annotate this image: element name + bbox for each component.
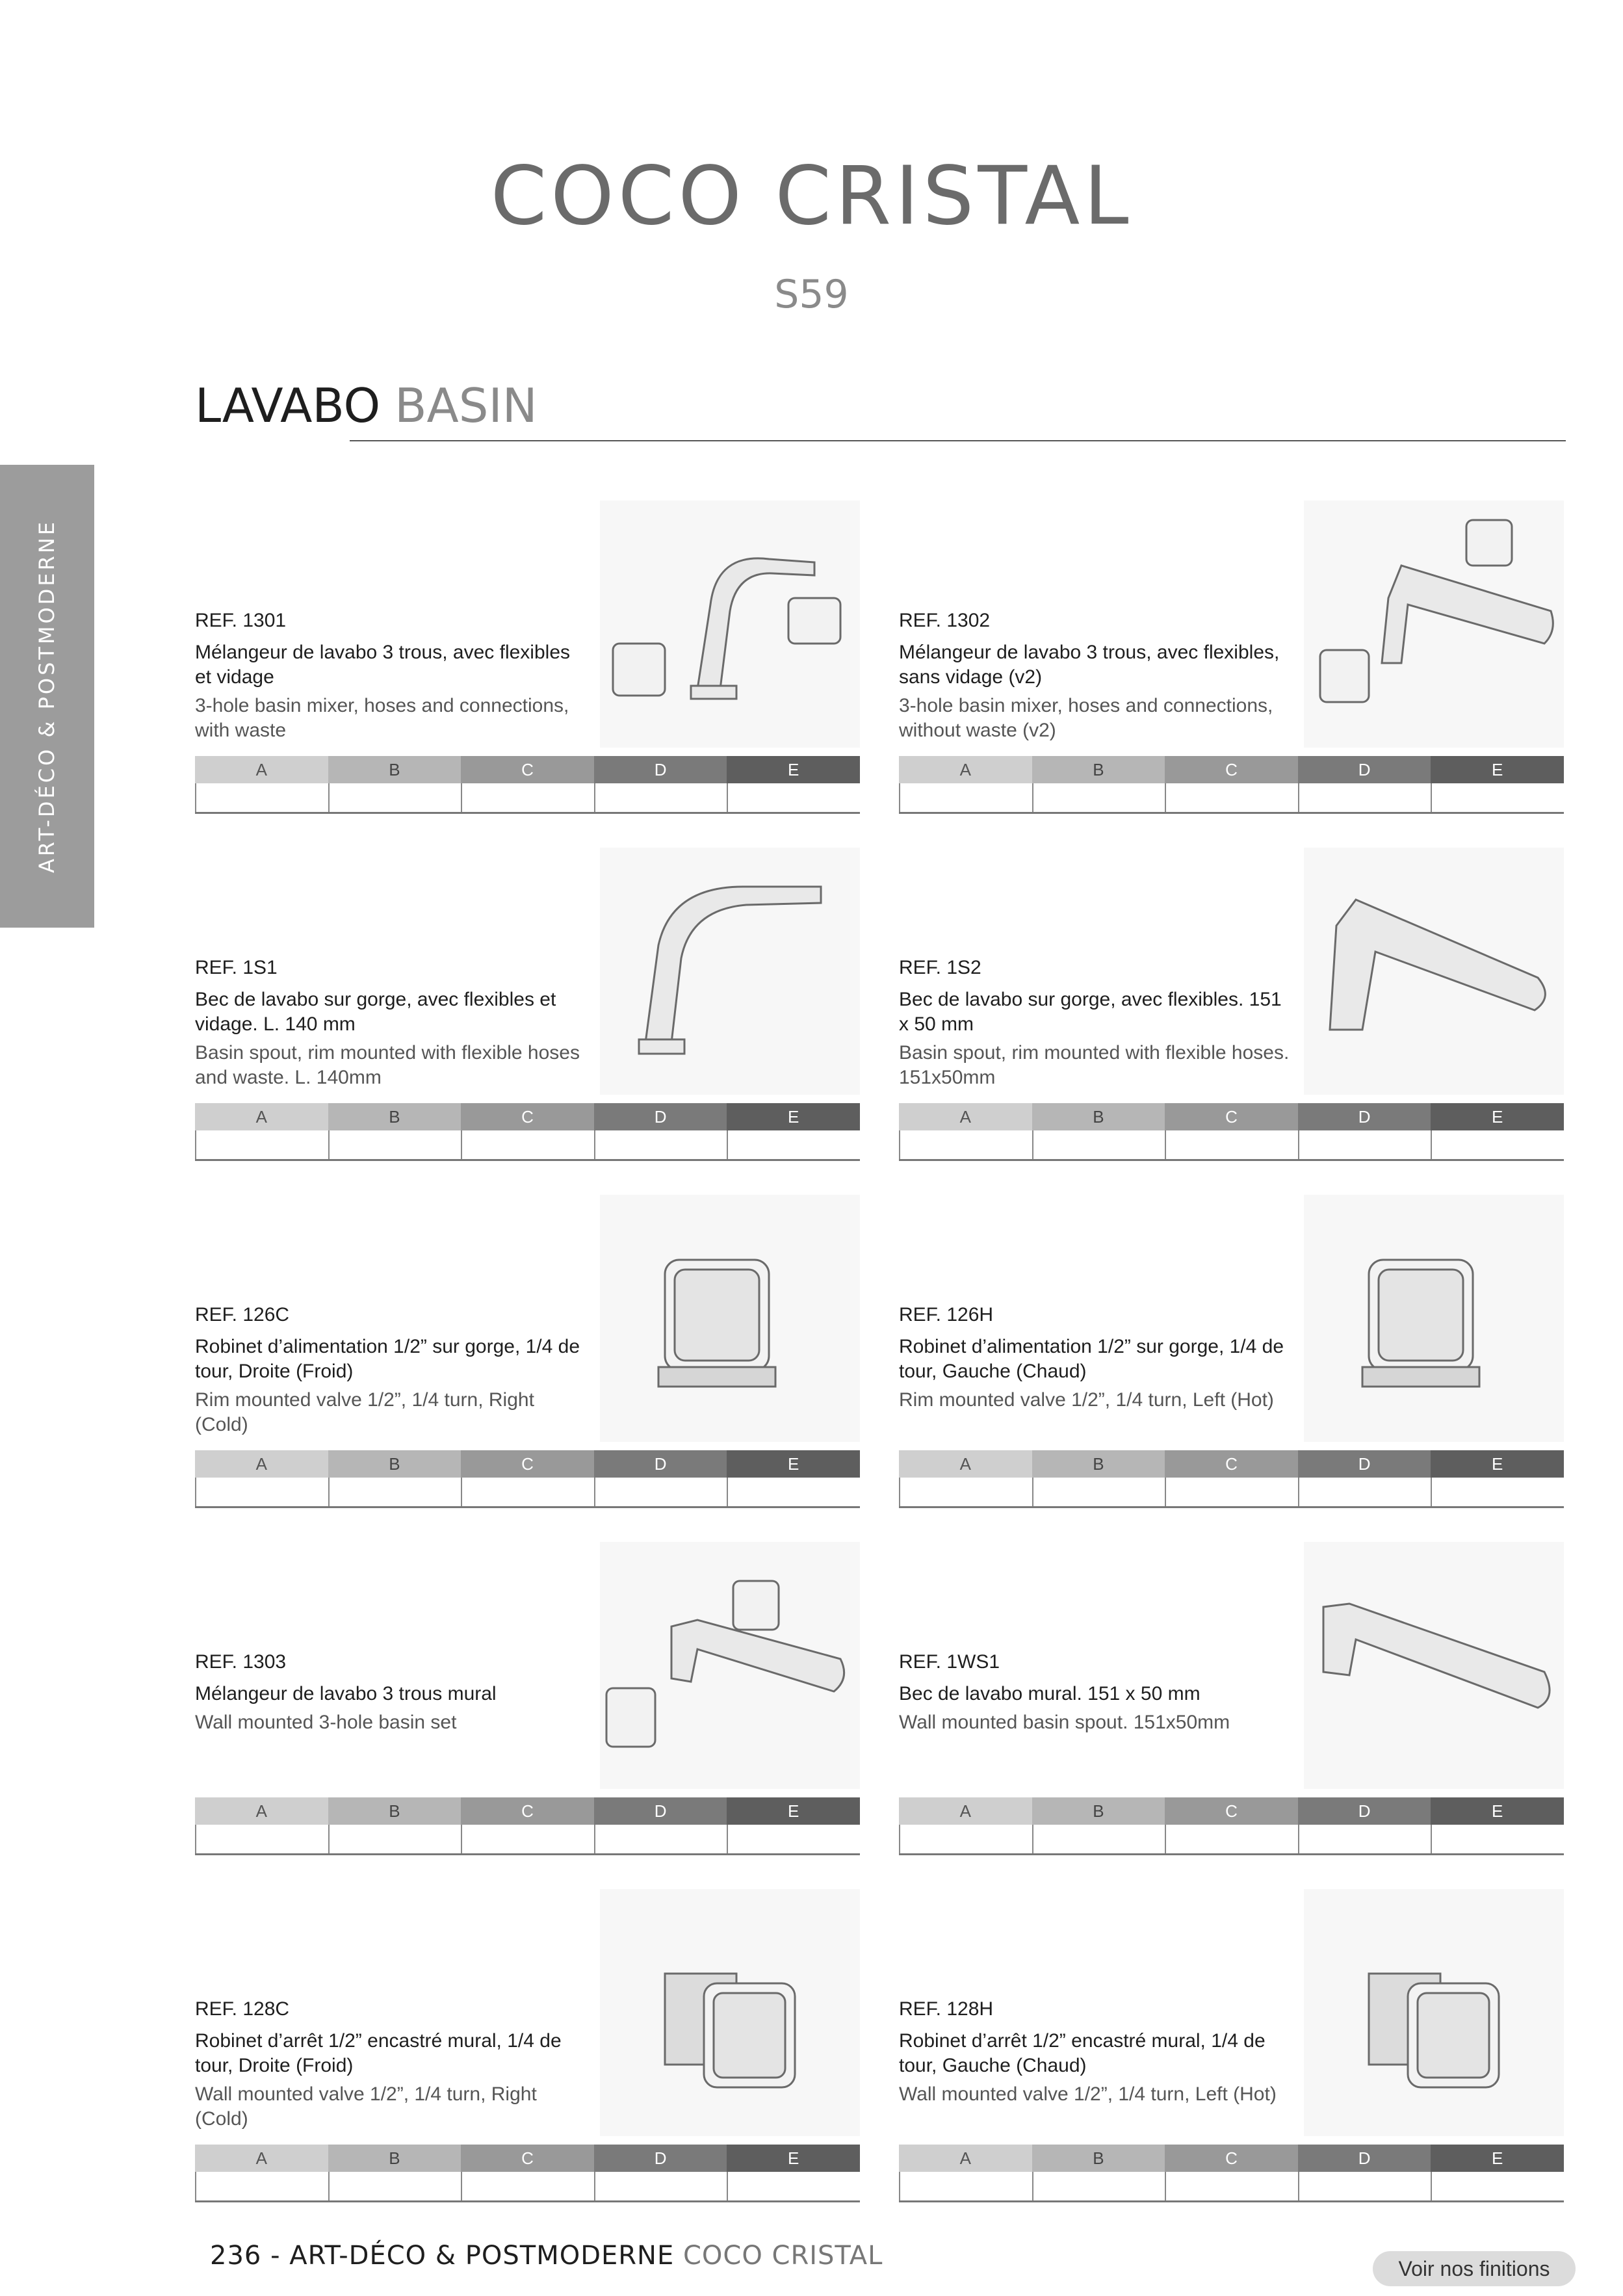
product-desc-fr: Robinet d’arrêt 1/2” encastré mural, 1/4 de tour, Droite (Froid) bbox=[195, 2030, 562, 2076]
finish-cell[interactable] bbox=[1032, 2172, 1165, 2200]
product-ref: REF. 1301 bbox=[195, 610, 287, 631]
finish-cell[interactable] bbox=[328, 1478, 461, 1506]
finish-col-c: C bbox=[1165, 1797, 1298, 1825]
finish-cell[interactable] bbox=[1165, 1825, 1298, 1853]
finish-col-c: C bbox=[1165, 2145, 1298, 2172]
finish-col-a: A bbox=[899, 2145, 1032, 2172]
finish-col-c: C bbox=[461, 1103, 594, 1130]
finish-cell[interactable] bbox=[1032, 783, 1165, 812]
finish-cell[interactable] bbox=[195, 1478, 328, 1506]
footer-page-label: 236 - ART-DÉCO & POSTMODERNE bbox=[210, 2241, 675, 2271]
finish-col-a: A bbox=[195, 1797, 328, 1825]
product-desc-en: 3-hole basin mixer, hoses and connections, without waste (v2) bbox=[899, 695, 1273, 741]
finish-cell[interactable] bbox=[1298, 2172, 1431, 2200]
footer-collection: COCO CRISTAL bbox=[682, 2241, 883, 2271]
finish-cell[interactable] bbox=[328, 2172, 461, 2200]
finish-col-d: D bbox=[594, 756, 727, 783]
finish-cell[interactable] bbox=[461, 2172, 594, 2200]
wall-crystal-valve-icon bbox=[600, 1889, 860, 2136]
product-ref: REF. 1303 bbox=[195, 1651, 287, 1673]
finish-col-e: E bbox=[1431, 1450, 1564, 1478]
finish-cell[interactable] bbox=[594, 783, 727, 812]
finish-table bbox=[899, 756, 1564, 814]
finish-cell[interactable] bbox=[1298, 783, 1431, 812]
product-desc-fr: Bec de lavabo sur gorge, avec flexibles et vidage. L. 140 mm bbox=[195, 989, 556, 1035]
finish-cell[interactable] bbox=[727, 1130, 860, 1159]
finish-col-e: E bbox=[727, 756, 860, 783]
product-ref: REF. 126H bbox=[899, 1304, 994, 1325]
finish-col-d: D bbox=[1298, 2145, 1431, 2172]
finish-table bbox=[899, 1450, 1564, 1508]
finish-col-e: E bbox=[1431, 1103, 1564, 1130]
finish-cell[interactable] bbox=[727, 2172, 860, 2200]
finish-col-d: D bbox=[1298, 1103, 1431, 1130]
finish-col-b: B bbox=[328, 1797, 461, 1825]
finish-col-e: E bbox=[727, 1797, 860, 1825]
side-tab bbox=[0, 465, 94, 928]
finish-cell[interactable] bbox=[328, 1825, 461, 1853]
product-card bbox=[195, 1542, 860, 1854]
finish-col-c: C bbox=[461, 1797, 594, 1825]
finish-cell[interactable] bbox=[594, 1825, 727, 1853]
product-desc-fr: Mélangeur de lavabo 3 trous mural bbox=[195, 1683, 497, 1704]
product-card bbox=[899, 1542, 1564, 1854]
product-card bbox=[899, 1889, 1564, 2201]
product-ref: REF. 1S1 bbox=[195, 957, 278, 978]
finish-col-c: C bbox=[461, 1450, 594, 1478]
product-card bbox=[899, 501, 1564, 813]
product-desc-fr: Robinet d’arrêt 1/2” encastré mural, 1/4 de tour, Gauche (Chaud) bbox=[899, 2030, 1266, 2076]
finish-cell[interactable] bbox=[195, 1130, 328, 1159]
finish-cell[interactable] bbox=[461, 783, 594, 812]
page-title: COCO CRISTAL bbox=[490, 150, 1133, 243]
finish-col-b: B bbox=[1032, 2145, 1165, 2172]
product-card bbox=[195, 1195, 860, 1507]
finish-cell[interactable] bbox=[1431, 783, 1564, 812]
wall-spout-icon bbox=[1304, 1542, 1564, 1789]
crystal-valve-icon bbox=[1304, 1195, 1564, 1442]
finish-col-d: D bbox=[594, 1797, 727, 1825]
side-tab-label: ART-DÉCO & POSTMODERNE bbox=[34, 519, 59, 874]
finish-col-d: D bbox=[594, 1450, 727, 1478]
flat-spout-icon bbox=[1304, 848, 1564, 1095]
product-desc-en: Basin spout, rim mounted with flexible hoses. 151x50mm bbox=[899, 1042, 1290, 1088]
finish-cell[interactable] bbox=[461, 1825, 594, 1853]
finish-col-d: D bbox=[594, 2145, 727, 2172]
finish-cell[interactable] bbox=[899, 1825, 1032, 1853]
finish-col-b: B bbox=[328, 1103, 461, 1130]
product-ref: REF. 1302 bbox=[899, 610, 991, 631]
finish-cell[interactable] bbox=[195, 1825, 328, 1853]
product-ref: REF. 126C bbox=[195, 1304, 290, 1325]
finish-table bbox=[899, 2145, 1564, 2202]
product-desc-fr: Robinet d’alimentation 1/2” sur gorge, 1/4 de tour, Droite (Froid) bbox=[195, 1336, 580, 1382]
finish-cell[interactable] bbox=[1032, 1825, 1165, 1853]
product-ref: REF. 1S2 bbox=[899, 957, 981, 978]
finish-col-d: D bbox=[594, 1103, 727, 1130]
finish-cell[interactable] bbox=[1165, 1478, 1298, 1506]
basin-mixer-flat-icon bbox=[1304, 501, 1564, 748]
finish-col-b: B bbox=[1032, 1797, 1165, 1825]
section-title-en: BASIN bbox=[395, 378, 538, 433]
finish-col-d: D bbox=[1298, 1450, 1431, 1478]
finish-cell[interactable] bbox=[899, 783, 1032, 812]
section-title-fr: LAVABO bbox=[195, 378, 381, 433]
finish-col-b: B bbox=[328, 756, 461, 783]
product-card bbox=[899, 848, 1564, 1160]
finish-cell[interactable] bbox=[899, 1130, 1032, 1159]
finish-cell[interactable] bbox=[727, 1825, 860, 1853]
finish-cell[interactable] bbox=[1165, 2172, 1298, 2200]
wall-basin-set-icon bbox=[600, 1542, 860, 1789]
finish-cell[interactable] bbox=[195, 2172, 328, 2200]
finish-cell[interactable] bbox=[899, 1478, 1032, 1506]
page-footer bbox=[210, 2241, 883, 2271]
finish-cell[interactable] bbox=[1431, 1478, 1564, 1506]
finish-table bbox=[195, 756, 860, 814]
finish-cell[interactable] bbox=[1165, 783, 1298, 812]
product-desc-en: 3-hole basin mixer, hoses and connections, with waste bbox=[195, 695, 569, 741]
product-desc-fr: Mélangeur de lavabo 3 trous, avec flexibles, sans vidage (v2) bbox=[899, 642, 1280, 688]
product-ref: REF. 128H bbox=[899, 1998, 994, 2020]
finish-cell[interactable] bbox=[328, 1130, 461, 1159]
finish-col-b: B bbox=[328, 1450, 461, 1478]
finish-col-e: E bbox=[727, 2145, 860, 2172]
finish-cell[interactable] bbox=[1032, 1130, 1165, 1159]
product-card bbox=[195, 848, 860, 1160]
product-desc-en: Rim mounted valve 1/2”, 1/4 turn, Left (Hot) bbox=[899, 1389, 1274, 1411]
finish-cell[interactable] bbox=[461, 1130, 594, 1159]
finish-col-a: A bbox=[195, 1103, 328, 1130]
finish-table bbox=[195, 1103, 860, 1161]
finish-col-a: A bbox=[899, 1450, 1032, 1478]
product-desc-en: Wall mounted 3-hole basin set bbox=[195, 1712, 457, 1733]
finish-col-e: E bbox=[727, 1103, 860, 1130]
product-card bbox=[195, 1889, 860, 2201]
finish-col-e: E bbox=[1431, 756, 1564, 783]
finish-cell[interactable] bbox=[727, 783, 860, 812]
finish-col-a: A bbox=[195, 2145, 328, 2172]
finish-cell[interactable] bbox=[1431, 1130, 1564, 1159]
product-desc-en: Wall mounted valve 1/2”, 1/4 turn, Left (Hot) bbox=[899, 2083, 1277, 2105]
finish-table bbox=[195, 1450, 860, 1508]
product-desc-fr: Robinet d’alimentation 1/2” sur gorge, 1/4 de tour, Gauche (Chaud) bbox=[899, 1336, 1284, 1382]
basin-mixer-icon bbox=[600, 501, 860, 748]
product-desc-fr: Mélangeur de lavabo 3 trous, avec flexibles et vidage bbox=[195, 642, 571, 688]
finish-col-a: A bbox=[195, 756, 328, 783]
product-ref: REF. 128C bbox=[195, 1998, 290, 2020]
finish-col-c: C bbox=[461, 756, 594, 783]
product-desc-en: Wall mounted valve 1/2”, 1/4 turn, Right (Cold) bbox=[195, 2083, 537, 2130]
curved-spout-icon bbox=[600, 848, 860, 1095]
wall-crystal-valve-icon bbox=[1304, 1889, 1564, 2136]
finish-table bbox=[195, 1797, 860, 1855]
finish-cell[interactable] bbox=[1298, 1130, 1431, 1159]
finish-cell[interactable] bbox=[594, 1478, 727, 1506]
product-ref: REF. 1WS1 bbox=[899, 1651, 1000, 1673]
finish-col-d: D bbox=[1298, 756, 1431, 783]
section-heading bbox=[195, 378, 538, 433]
finish-cell[interactable] bbox=[195, 783, 328, 812]
finish-cell[interactable] bbox=[727, 1478, 860, 1506]
finish-table bbox=[899, 1103, 1564, 1161]
finish-cell[interactable] bbox=[594, 1130, 727, 1159]
finish-col-a: A bbox=[195, 1450, 328, 1478]
finish-col-e: E bbox=[1431, 2145, 1564, 2172]
finish-col-c: C bbox=[1165, 756, 1298, 783]
finish-col-b: B bbox=[328, 2145, 461, 2172]
finish-col-a: A bbox=[899, 1797, 1032, 1825]
product-desc-fr: Bec de lavabo sur gorge, avec flexibles. 151 x 50 mm bbox=[899, 989, 1282, 1035]
finish-col-c: C bbox=[1165, 1450, 1298, 1478]
product-desc-en: Rim mounted valve 1/2”, 1/4 turn, Right (Cold) bbox=[195, 1389, 534, 1435]
section-divider bbox=[350, 440, 1566, 441]
finish-col-e: E bbox=[727, 1450, 860, 1478]
finish-col-c: C bbox=[1165, 1103, 1298, 1130]
finish-cell[interactable] bbox=[328, 783, 461, 812]
finish-col-e: E bbox=[1431, 1797, 1564, 1825]
finish-col-b: B bbox=[1032, 1450, 1165, 1478]
product-card bbox=[195, 501, 860, 813]
finish-col-d: D bbox=[1298, 1797, 1431, 1825]
crystal-valve-icon bbox=[600, 1195, 860, 1442]
finish-cell[interactable] bbox=[1165, 1130, 1298, 1159]
product-desc-fr: Bec de lavabo mural. 151 x 50 mm bbox=[899, 1683, 1201, 1704]
finish-cell[interactable] bbox=[1298, 1478, 1431, 1506]
finish-table bbox=[195, 2145, 860, 2202]
finish-cell[interactable] bbox=[594, 2172, 727, 2200]
finish-cell[interactable] bbox=[1032, 1478, 1165, 1506]
finish-cell[interactable] bbox=[1431, 2172, 1564, 2200]
finish-col-a: A bbox=[899, 1103, 1032, 1130]
finish-cell[interactable] bbox=[461, 1478, 594, 1506]
product-desc-en: Wall mounted basin spout. 151x50mm bbox=[899, 1712, 1230, 1733]
finish-cell[interactable] bbox=[899, 2172, 1032, 2200]
view-finishes-button[interactable]: Voir nos finitions bbox=[1373, 2251, 1576, 2286]
finish-cell[interactable] bbox=[1431, 1825, 1564, 1853]
finish-col-c: C bbox=[461, 2145, 594, 2172]
finish-col-b: B bbox=[1032, 756, 1165, 783]
finish-cell[interactable] bbox=[1298, 1825, 1431, 1853]
finish-col-b: B bbox=[1032, 1103, 1165, 1130]
collection-code: S59 bbox=[774, 272, 849, 317]
product-desc-en: Basin spout, rim mounted with flexible hoses and waste. L. 140mm bbox=[195, 1042, 580, 1088]
finish-col-a: A bbox=[899, 756, 1032, 783]
product-card bbox=[899, 1195, 1564, 1507]
finish-table bbox=[899, 1797, 1564, 1855]
